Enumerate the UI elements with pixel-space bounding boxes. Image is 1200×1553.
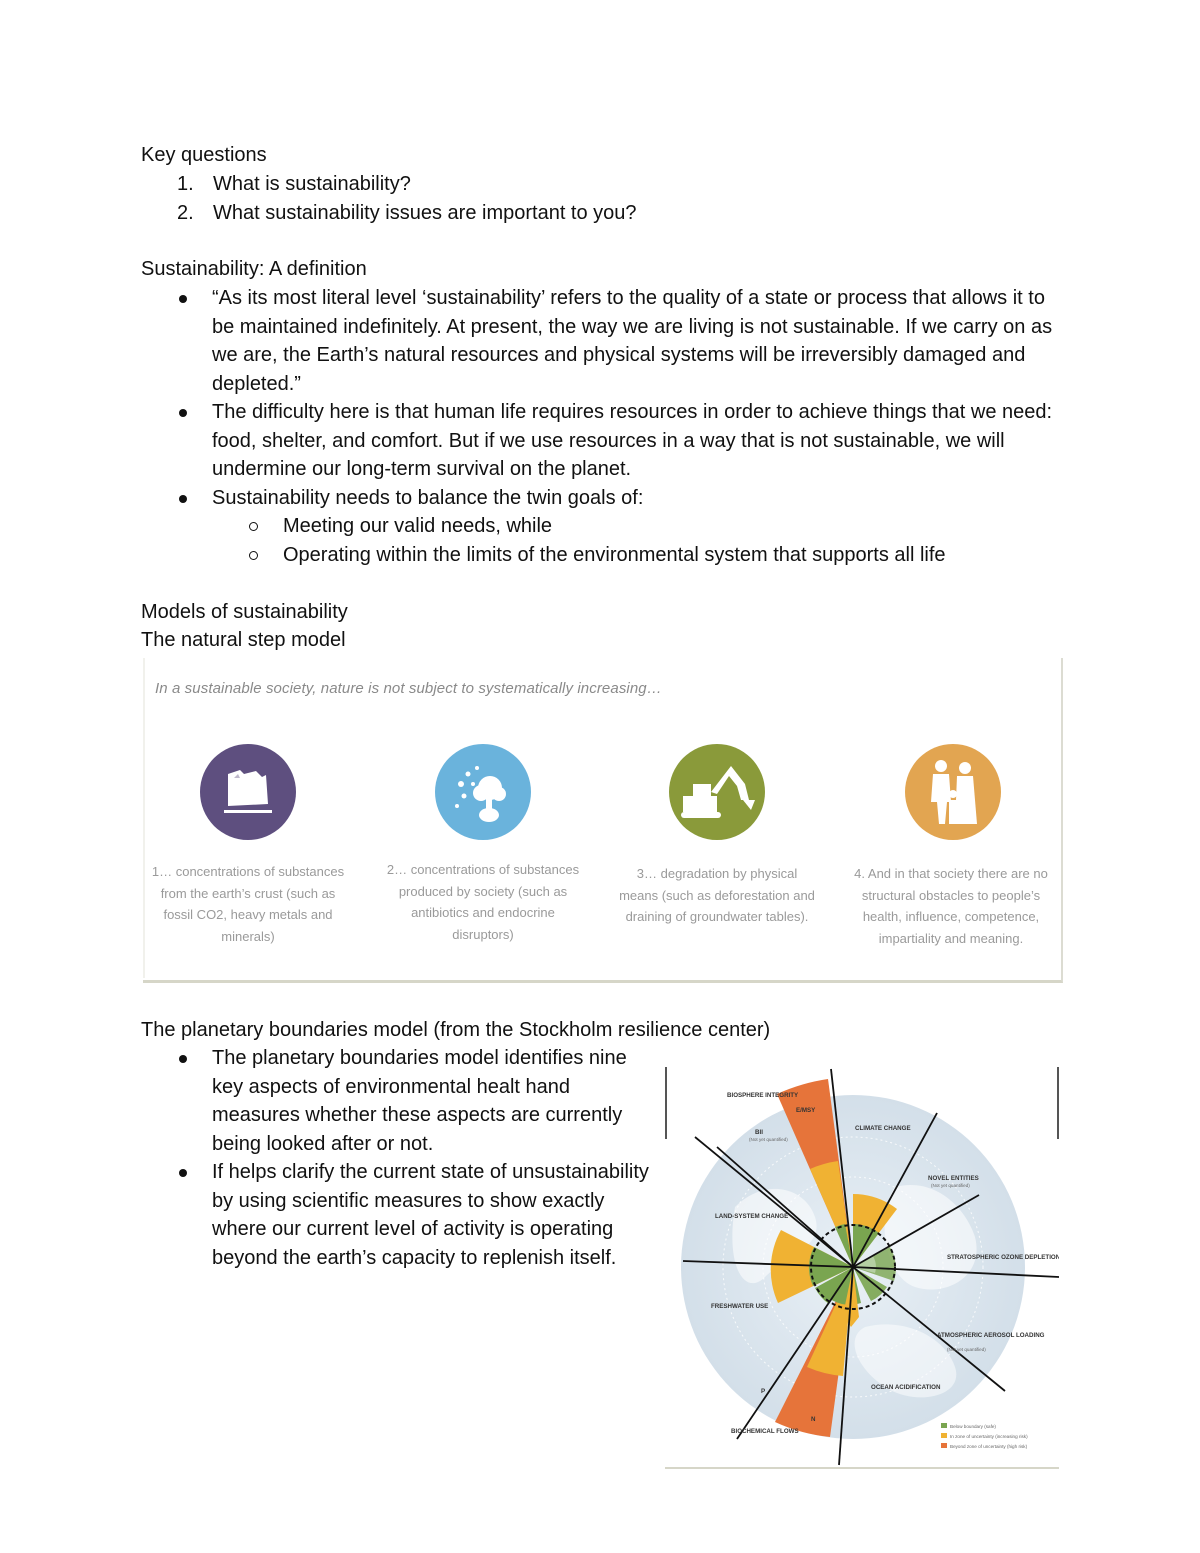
list-item: “As its most literal level ‘sustainability’ refers to the quality of a state or process that allows it to be maintained indefinitely. At present, the way we are living is not sustainable. If we carry on as we are, the Earth’s natural resources and physical systems will be irreversibly damaged and depleted.” [141, 284, 1071, 398]
natural-step-figure [143, 658, 1063, 983]
planetary-boundaries-diagram [665, 1067, 1059, 1467]
society-substances-icon [435, 744, 531, 840]
planetary-bullets [141, 1044, 649, 1272]
label-bii-sub: (Not yet quantified) [749, 1137, 788, 1142]
list-item: Meeting our valid needs, while [141, 512, 1071, 541]
label-bii: BII [755, 1129, 763, 1136]
definition-bullets [141, 284, 1071, 512]
label-n: N [811, 1416, 816, 1423]
legend-item: Below boundary (safe) [950, 1424, 996, 1429]
label-biosphere: BIOSPHERE INTEGRITY [727, 1092, 799, 1099]
definition-sub-bullets [141, 512, 1071, 569]
label-novel-sub: (Not yet quantified) [931, 1183, 970, 1188]
list-item: The difficulty here is that human life requires resources in order to achieve things that we need: food, shelter, and comfort. But if we use resources in a way that is not sustainable, we will undermine our long-term survival on the planet. [141, 398, 1071, 484]
people-icon [905, 744, 1001, 840]
earth-crust-icon [200, 744, 296, 840]
label-aerosol: ATMOSPHERIC AEROSOL LOADING [937, 1332, 1045, 1339]
label-ocean: OCEAN ACIDIFICATION [871, 1384, 941, 1391]
label-freshwater: FRESHWATER USE [711, 1303, 769, 1310]
planetary-heading: The planetary boundaries model (from the Stockholm resilience center) [141, 1019, 771, 1041]
natural-step-heading: The natural step model [141, 629, 346, 651]
natural-step-caption-4: 4. And in that society there are no structural obstacles to people’s health, influence, competence, impartiality and meaning. [854, 866, 1048, 946]
label-land: LAND-SYSTEM CHANGE [715, 1213, 789, 1220]
natural-step-caption-3: 3… degradation by physical means (such as deforestation and draining of groundwater tables). [619, 866, 815, 924]
label-emsy: E/MSY [796, 1107, 816, 1114]
legend-item: Beyond zone of uncertainty (high risk) [950, 1444, 1028, 1449]
label-novel: NOVEL ENTITIES [928, 1175, 979, 1182]
label-ozone: STRATOSPHERIC OZONE DEPLETION [947, 1254, 1059, 1261]
list-item: Operating within the limits of the environmental system that supports all life [141, 541, 1071, 570]
natural-step-intro: In a sustainable society, nature is not subject to systematically increasing… [155, 680, 662, 697]
list-item: 1. What is sustainability? [177, 173, 411, 195]
models-heading: Models of sustainability [141, 601, 348, 623]
label-biochemical: BIOCHEMICAL FLOWS [731, 1428, 799, 1435]
excavator-icon [669, 744, 765, 840]
legend-item: In zone of uncertainty (increasing risk) [950, 1434, 1028, 1439]
label-p: P [761, 1388, 766, 1395]
key-questions-list [141, 170, 1101, 227]
definition-heading: Sustainability: A definition [141, 258, 367, 280]
label-aerosol-sub: (Not yet quantified) [947, 1347, 986, 1352]
list-item: Sustainability needs to balance the twin goals of: [141, 484, 1071, 513]
list-item: If helps clarify the current state of unsustainability by using scientific measures to show exactly where our current level of activity is operating beyond the earth’s capacity to replenish itself. [141, 1158, 649, 1272]
list-item: 2. What sustainability issues are important to you? [177, 201, 637, 224]
list-item: The planetary boundaries model identifies nine key aspects of environmental healt hand measures whether these aspects are currently being looked after or not. [141, 1044, 649, 1158]
label-climate: CLIMATE CHANGE [855, 1125, 911, 1132]
legend [941, 1423, 1028, 1449]
natural-step-caption-1: 1… concentrations of substances from the earth’s crust (such as fossil CO2, heavy metals and minerals) [151, 864, 345, 944]
natural-step-caption-2: 2… concentrations of substances produced by society (such as antibiotics and endocrine disruptors) [386, 862, 580, 942]
key-questions-heading: Key questions [141, 144, 267, 166]
planetary-boundaries-figure [665, 1067, 1059, 1469]
